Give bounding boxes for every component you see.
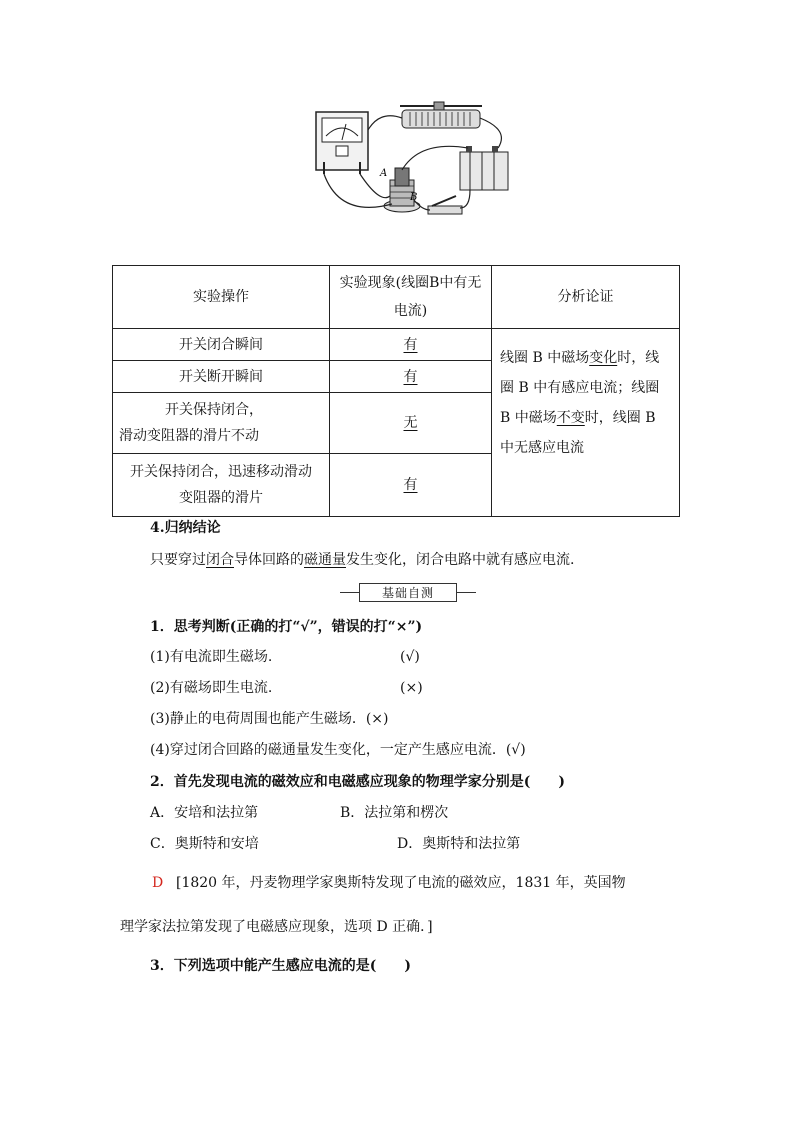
analysis-part3: 时，线圈 B 中有感应电流；线圈 B 中磁场 xyxy=(500,349,660,426)
conclusion-part1: 只要穿过 xyxy=(150,552,206,568)
table-row-2-operation: 开关断开瞬间 xyxy=(112,360,330,393)
q1-title: 1．思考判断(正确的打“√”，错误的打“×”) xyxy=(150,619,423,635)
coil-assembly xyxy=(384,168,420,212)
conclusion-closed: 闭合 xyxy=(206,552,234,568)
phenomenon-header-text: 实验现象(线圈B中有无电流) xyxy=(339,275,482,319)
q1-item-2-mark: (×) xyxy=(400,680,423,696)
conclusion-part3: 导体回路的 xyxy=(234,552,304,568)
analysis-part5: 时，线圈 B 中无感应电流 xyxy=(500,409,656,456)
table-row-3-result xyxy=(329,392,492,454)
q1-item-1: (1)有电流即生磁场. xyxy=(150,649,273,665)
q1-item-1-mark: (√) xyxy=(400,649,420,665)
q2-option-c: C．奥斯特和安培 xyxy=(150,836,259,852)
table-header-analysis: 分析论证 xyxy=(491,265,680,329)
q1-item-3: (3)静止的电荷周围也能产生磁场．(×) xyxy=(150,711,389,727)
experiment-apparatus-figure xyxy=(310,100,525,225)
row-2-result-text: 有 xyxy=(403,368,418,385)
q2-option-d: D．奥斯特和法拉第 xyxy=(397,836,521,852)
table-header-phenomenon xyxy=(329,265,492,329)
table-row-1-operation: 开关闭合瞬间 xyxy=(112,328,330,361)
table-header-operation: 实验操作 xyxy=(112,265,330,329)
analysis-part1: 线圈 B 中磁场 xyxy=(500,349,590,366)
table-row-3-operation xyxy=(112,392,330,454)
row-4-result-text: 有 xyxy=(403,477,418,493)
q2-explanation-line2: 理学家法拉第发现了电磁感应现象，选项 D 正确．] xyxy=(120,919,433,935)
q2-explanation-line1: [1820 年，丹麦物理学家奥斯特发现了电流的磁效应，1831 年，英国物 xyxy=(176,875,626,891)
section-badge: 基础自测 xyxy=(359,583,457,602)
q2-title: 2．首先发现电流的磁效应和电磁感应现象的物理学家分别是( ) xyxy=(150,774,565,790)
analysis-changes: 变化 xyxy=(589,349,618,366)
table-row-1-result xyxy=(329,328,492,361)
section4-conclusion xyxy=(150,550,574,570)
conclusion-flux: 磁通量 xyxy=(304,552,346,568)
q2-option-a: A．安培和法拉第 xyxy=(150,805,259,821)
q2-answer: D xyxy=(152,875,164,891)
analysis-unchanged: 不变 xyxy=(556,409,585,426)
q1-item-2: (2)有磁场即生电流. xyxy=(150,680,273,696)
row-3-operation-line2: 滑动变阻器的滑片不动 xyxy=(119,428,259,444)
row-4-operation-line2: 变阻器的滑片 xyxy=(179,490,263,506)
battery xyxy=(460,146,508,190)
row-3-result-text: 无 xyxy=(403,415,418,431)
q3-title: 3．下列选项中能产生感应电流的是( ) xyxy=(150,958,411,974)
row-4-operation-line1: 开关保持闭合，迅速移动滑动 xyxy=(130,464,312,480)
switch xyxy=(428,196,462,214)
q1-item-4: (4)穿过闭合回路的磁通量发生变化，一定产生感应电流．(√) xyxy=(150,742,526,758)
row-3-operation-line1: 开关保持闭合， xyxy=(165,402,263,418)
table-analysis-cell xyxy=(491,328,680,517)
q2-option-b: B．法拉第和楞次 xyxy=(340,805,449,821)
table-row-4-result xyxy=(329,453,492,517)
table-row-2-result xyxy=(329,360,492,393)
conclusion-part5: 发生变化，闭合电路中就有感应电流. xyxy=(346,552,575,568)
table-row-4-operation xyxy=(112,453,330,517)
row-1-result-text: 有 xyxy=(403,336,418,353)
experiment-table xyxy=(112,265,680,517)
coil-a-label: A xyxy=(380,168,388,179)
rheostat xyxy=(400,102,482,128)
coil-b-label: B xyxy=(410,192,418,203)
section4-heading: 4.归纳结论 xyxy=(150,520,221,536)
